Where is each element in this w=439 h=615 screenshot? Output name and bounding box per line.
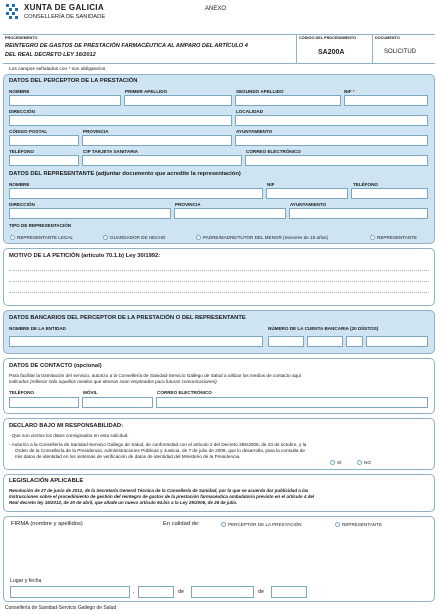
radio-representante[interactable] [370, 235, 375, 240]
telefono-field[interactable] [9, 155, 79, 166]
rep-provincia-field[interactable] [174, 208, 286, 219]
nombre-label: NOMBRE [9, 89, 30, 94]
legislacion-title: LEGISLACIÓN APLICABLE [9, 478, 84, 484]
annex-label: ANEXO [205, 6, 227, 12]
representante-title: DATOS DEL REPRESENTANTE (adjuntar documento que acredite la representación) [9, 171, 241, 177]
provincia-field[interactable] [82, 135, 232, 146]
apellido1-label: PRIMER APELLIDO [125, 89, 168, 94]
rep-telefono-label: TELÉFONO [353, 182, 379, 187]
radio-representante-legal-label: REPRESENTANTE LEGAL [17, 235, 74, 240]
rep-nif-label: NIF [267, 182, 275, 187]
comma-separator: , [133, 589, 135, 595]
org-name: XUNTA DE GALICIA [24, 3, 104, 12]
cuenta-label: NÚMERO DE LA CUENTA BANCARIA (20 DÍGITOS) [268, 326, 379, 331]
radio-guardador[interactable] [103, 235, 108, 240]
apellido2-field[interactable] [235, 95, 341, 106]
code-label: CÓDIGO DEL PROCEDIMIENTO [299, 36, 357, 40]
cip-field[interactable] [82, 155, 242, 166]
contacto-email-field[interactable] [156, 397, 428, 408]
rep-direccion-label: DIRECCIÓN [9, 202, 35, 207]
declaro-line-4: mis datos de identidad en los sistemas de verificación de datos de identidad del Ministerio de la Presidencia. [15, 454, 241, 459]
entidad-field[interactable] [9, 336, 263, 347]
rep-telefono-field[interactable] [351, 188, 428, 199]
contacto-movil-field[interactable] [82, 397, 153, 408]
mandatory-note: Los campos señalados con * son obligatorios [9, 67, 106, 72]
motivo-title: MOTIVO DE LA PETICIÓN (artículo 70.1.b) Ley 30/1992: [9, 253, 161, 259]
rep-nombre-field[interactable] [9, 188, 263, 199]
direccion-field[interactable] [9, 115, 232, 126]
tipo-label: TIPO DE REPRESENTACIÓN [9, 223, 72, 228]
cip-label: CIP TARJETA SANITARIA [83, 149, 139, 154]
contacto-title: DATOS DE CONTACTO (opcional) [9, 363, 102, 369]
motivo-line[interactable] [9, 281, 429, 282]
doc-value: SOLICITUD [384, 49, 417, 55]
firma-label: FIRMA (nombre y apellidos) [11, 521, 83, 527]
nombre-field[interactable] [9, 95, 121, 106]
entidad-label: NOMBRE DE LA ENTIDAD [9, 326, 66, 331]
procedure-label: PROCEDEMENTO [5, 36, 38, 40]
cuenta-numero-field[interactable] [366, 336, 428, 347]
org-department: CONSELLERÍA DE SANIDADE [24, 14, 106, 20]
rep-provincia-label: PROVINCIA [175, 202, 201, 207]
email-label: CORREO ELECTRÓNICO [246, 149, 301, 154]
procedure-title-2: DEL REAL DECRETO LEY 16/2012 [5, 52, 96, 58]
legislacion-line-2: Instrucciones sobre el procedimiento de gestión del reintegro de gastos de la prestación farmacéutica ambulatoria previsto en el artículo 4 del [9, 494, 315, 499]
code-value: SA200A [318, 49, 345, 56]
de-separator-1: de [178, 589, 185, 595]
signature-area[interactable] [10, 532, 428, 572]
apellido2-label: SEGUNDO APELLIDO [236, 89, 284, 94]
motivo-line[interactable] [9, 270, 429, 271]
rep-nif-field[interactable] [266, 188, 348, 199]
rep-direccion-field[interactable] [9, 208, 171, 219]
lugar-fecha-label: Lugar y fecha [10, 578, 42, 584]
legislacion-line-3: Real decreto ley 16/2012, de 20 de abril, que añade un nuevo artículo 94.bis a la Ley 29/2006, de 26 de julio. [9, 500, 238, 505]
radio-no-label: NO [364, 460, 371, 465]
rep-nombre-label: NOMBRE [9, 182, 30, 187]
radio-guardador-label: GUARDADOR DE HECHO [110, 235, 166, 240]
radio-perceptor-label: PERCEPTOR DE LA PRESTACIÓN [228, 522, 302, 527]
legislacion-line-1: Resolución de 27 de junio de 2012, de la Secretaría General Técnica de la Consellería de Sanidad, por la que se acuerda dar publicidad a las [9, 488, 309, 493]
cp-label: CÓDIGO POSTAL [9, 129, 48, 134]
apellido1-field[interactable] [124, 95, 232, 106]
xunta-logo-icon [5, 3, 21, 21]
footer-text: Consellería de Sanidad-Servicio Gallego de Salud [5, 605, 117, 611]
radio-si[interactable] [330, 460, 335, 465]
cuenta-oficina-field[interactable] [307, 336, 343, 347]
divider [296, 34, 297, 64]
cuenta-entidad-field[interactable] [268, 336, 304, 347]
ayuntamiento-label: AYUNTAMIENTO [236, 129, 273, 134]
calidad-label: En calidad de: [163, 521, 200, 527]
rep-ayuntamiento-label: AYUNTAMIENTO [290, 202, 327, 207]
procedure-table [3, 34, 435, 64]
cp-field[interactable] [9, 135, 79, 146]
dia-field[interactable] [138, 586, 174, 598]
radio-representante-legal[interactable] [10, 235, 15, 240]
contacto-email-label: CORREO ELECTRÓNICO [157, 390, 212, 395]
contacto-movil-label: MÓVIL [83, 390, 98, 395]
email-field[interactable] [245, 155, 428, 166]
contacto-text-1: Para facilitar la tramitación del servicio, autorizo a la Consellería de Sanidad-Servicio Gallego de Salud a utilizar los medios de contacto aquí [9, 373, 302, 378]
divider [372, 34, 373, 64]
radio-representante-label: REPRESENTANTE [377, 235, 417, 240]
bancarios-title: DATOS BANCARIOS DEL PERCEPTOR DE LA PRESTACIÓN O DEL REPRESENTANTE [9, 315, 246, 321]
radio-firma-representante-label: REPRESENTANTE [342, 522, 382, 527]
declaro-line-2: - Autorizo a la Consellería de Sanidad-Servicio Gallego de Salud, de conformidad con el artículo 2 del Decreto 255/2008, de 23 de octubre, y la [9, 442, 307, 447]
lugar-field[interactable] [10, 586, 130, 598]
mes-field[interactable] [191, 586, 254, 598]
contacto-telefono-field[interactable] [9, 397, 79, 408]
contacto-text-2: indicados (rellenar sólo aquellos medios que desean sean empleados para futuras comunicaciones). [9, 379, 218, 384]
localidad-label: LOCALIDAD [236, 109, 264, 114]
radio-firma-representante[interactable] [335, 522, 340, 527]
radio-no[interactable] [357, 460, 362, 465]
ayuntamiento-field[interactable] [235, 135, 428, 146]
doc-label: DOCUMENTO [375, 36, 400, 40]
procedure-title-1: REINTEGRO DE GASTOS DE PRESTACIÓN FARMACÉUTICA AL AMPARO DEL ARTÍCULO 4 [5, 43, 248, 49]
nif-label: NIF * [344, 89, 355, 94]
anio-field[interactable] [271, 586, 307, 598]
rep-ayuntamiento-field[interactable] [289, 208, 428, 219]
telefono-label: TELÉFONO [9, 149, 35, 154]
provincia-label: PROVINCIA [83, 129, 109, 134]
declaro-line-3: Orden de la Consellería de la Presidencia, Administraciones Públicas y Justicia, de 7 de julio de 2009, que lo desarrolla, para la consulta de [15, 448, 306, 453]
radio-padre-madre-tutor[interactable] [196, 235, 201, 240]
radio-padre-madre-tutor-label: PADRE/MADRE/TUTOR DEL MENOR (menores de 18 años) [203, 235, 328, 240]
radio-si-label: SÍ [337, 460, 342, 465]
cuenta-dc-field[interactable] [346, 336, 363, 347]
localidad-field[interactable] [235, 115, 428, 126]
contacto-telefono-label: TELÉFONO [9, 390, 35, 395]
perceptor-title: DATOS DEL PERCEPTOR DE LA PRESTACIÓN [9, 78, 138, 84]
declaro-line-1: - Que son ciertos los datos consignados en esta solicitud. [9, 433, 129, 438]
direccion-label: DIRECCIÓN [9, 109, 35, 114]
declaro-title: DECLARO BAJO MI RESPONSABILIDAD: [9, 423, 124, 429]
radio-perceptor[interactable] [221, 522, 226, 527]
motivo-line[interactable] [9, 292, 429, 293]
de-separator-2: de [258, 589, 265, 595]
nif-field[interactable] [344, 95, 428, 106]
